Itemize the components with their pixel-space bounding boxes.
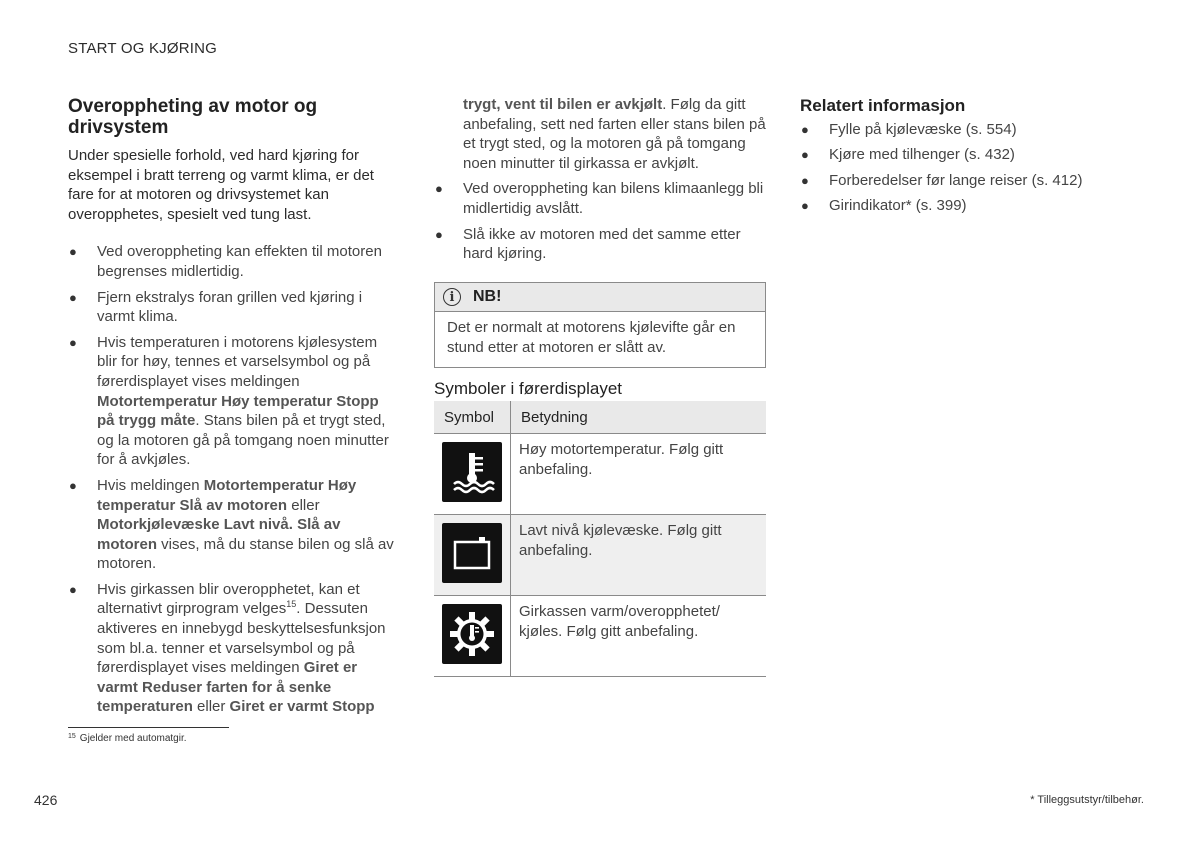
bullet-icon: ● <box>69 334 77 350</box>
display-message: Giret er varmt Reduser farten for å senke temperaturen <box>97 659 358 716</box>
symbol-meaning: Lavt nivå kjølevæske. Følg gitt anbefaling. <box>511 515 767 596</box>
display-message: trygt, vent til bilen er avkjølt <box>463 96 663 113</box>
table-row <box>434 515 766 596</box>
display-message: Motorkjølevæske Lavt nivå. Slå av motoren <box>97 516 341 553</box>
coolant-level-icon <box>442 523 502 583</box>
footnote-number: 15 <box>68 733 76 740</box>
note-box <box>434 282 766 368</box>
column-left <box>68 96 400 723</box>
bullet-icon: ● <box>69 289 77 305</box>
related-link[interactable]: ● Fylle på kjølevæske (s. 554) <box>801 121 1017 138</box>
column-header-symbol: Symbol <box>434 401 511 434</box>
related-list <box>800 120 1140 216</box>
coolant-temperature-icon <box>442 442 502 502</box>
gearbox-temperature-icon <box>442 604 502 664</box>
related-heading: Relatert informasjon <box>800 96 966 115</box>
footnote-divider <box>68 727 229 728</box>
bullet-icon: ● <box>435 181 443 197</box>
related-link[interactable]: ● Girindikator* (s. 399) <box>801 196 967 214</box>
note-header <box>435 283 765 312</box>
list-item-continued: trygt, vent til bilen er avkjølt. Følg da gitt anbefaling, sett ned farten eller stans bilen på et trygt sted, og la motoren gå på tomgang noen minutter til girkassa er avkjølt. <box>463 96 766 172</box>
bullet-icon: ● <box>801 122 809 137</box>
bullet-icon: ● <box>69 244 77 260</box>
info-icon: i <box>443 288 461 306</box>
list-item: ● Ved overoppheting kan effekten til motoren begrenses midlertidig. <box>69 243 382 280</box>
related-link[interactable]: ● Kjøre med tilhenger (s. 432) <box>801 146 1015 164</box>
list-item: ● Hvis temperaturen i motorens kjølesystem blir for høy, tennes et varselsymbol og på førerdisplayet vises meldingen Motortemperatur Høy temperatur Stopp på trygg måte. Stans bilen på et trygt sted, og la motoren gå på tomgang noen minutter for å avkjøles. <box>69 333 389 469</box>
symbol-meaning: Girkassen varm/overopphetet/ kjøles. Følg gitt anbefaling. <box>511 596 767 677</box>
column-middle <box>434 95 766 270</box>
symbols-table <box>434 401 766 677</box>
overheating-list <box>68 242 400 717</box>
page-number: 426 <box>34 792 58 808</box>
bullet-icon: ● <box>435 226 443 242</box>
bullet-icon: ● <box>801 197 809 213</box>
bullet-icon: ● <box>801 147 809 163</box>
overheating-list-continued <box>434 179 766 263</box>
list-item: ● Ved overoppheting kan bilens klimaanlegg bli midlertidig avslått. <box>435 180 764 217</box>
display-message: Motortemperatur Høy temperatur Slå av motoren <box>97 476 357 514</box>
footnote <box>68 733 187 744</box>
table-row <box>434 596 766 677</box>
intro-paragraph: Under spesielle forhold, ved hard kjøring for eksempel i bratt terreng og varmt klima, er det fare for at motoren og drivsystemet kan overopphetes, spesielt ved tung last. <box>68 147 374 223</box>
note-body: Det er normalt at motorens kjølevifte går en stund etter at motoren er slått av. <box>447 319 736 356</box>
list-item: ● Fjern ekstralys foran grillen ved kjøring i varmt klima. <box>69 288 363 326</box>
column-right <box>800 96 1140 221</box>
list-item: ● Hvis girkassen blir overopphetet, kan et alternativt girprogram velges$^{15}$. Dessuten aktiveres en innebygd beskyttelsesfunksjon som bl.a. tenner et varselsymbol og på førerdisplayet vises meldingen Giret er varmt Reduser farten for å senke temperaturen eller Giret er varmt Stopp <box>69 580 386 716</box>
note-title: NB! <box>473 288 502 305</box>
footnote-text: Gjelder med automatgir. <box>79 733 187 744</box>
list-item: ● Hvis meldingen Motortemperatur Høy temperatur Slå av motoren eller Motorkjølevæske Lavt nivå. Slå av motoren vises, må du stanse bilen og slå av motoren. <box>69 476 394 573</box>
table-row <box>434 434 766 515</box>
list-item: ● Slå ikke av motoren med det samme etter hard kjøring. <box>435 225 741 263</box>
display-message: Giret er varmt Stopp <box>229 698 375 716</box>
accessory-note: * Tilleggsutstyr/tilbehør. <box>1030 794 1144 806</box>
symbol-meaning: Høy motortemperatur. Følg gitt anbefaling. <box>511 434 767 515</box>
footnote-ref: 15 <box>286 599 297 610</box>
column-header-meaning: Betydning <box>511 401 767 434</box>
display-message: Motortemperatur Høy temperatur Stopp på trygg måte <box>97 392 379 430</box>
bullet-icon: ● <box>69 581 77 597</box>
page-title: Overoppheting av motor og drivsystem <box>68 96 318 138</box>
symbols-heading: Symboler i førerdisplayet <box>434 379 623 398</box>
table-header-row <box>434 401 766 434</box>
section-header: START OG KJØRING <box>68 40 218 57</box>
bullet-icon: ● <box>801 172 809 188</box>
related-link[interactable]: ● Forberedelser før lange reiser (s. 412) <box>801 171 1083 189</box>
bullet-icon: ● <box>69 477 77 493</box>
